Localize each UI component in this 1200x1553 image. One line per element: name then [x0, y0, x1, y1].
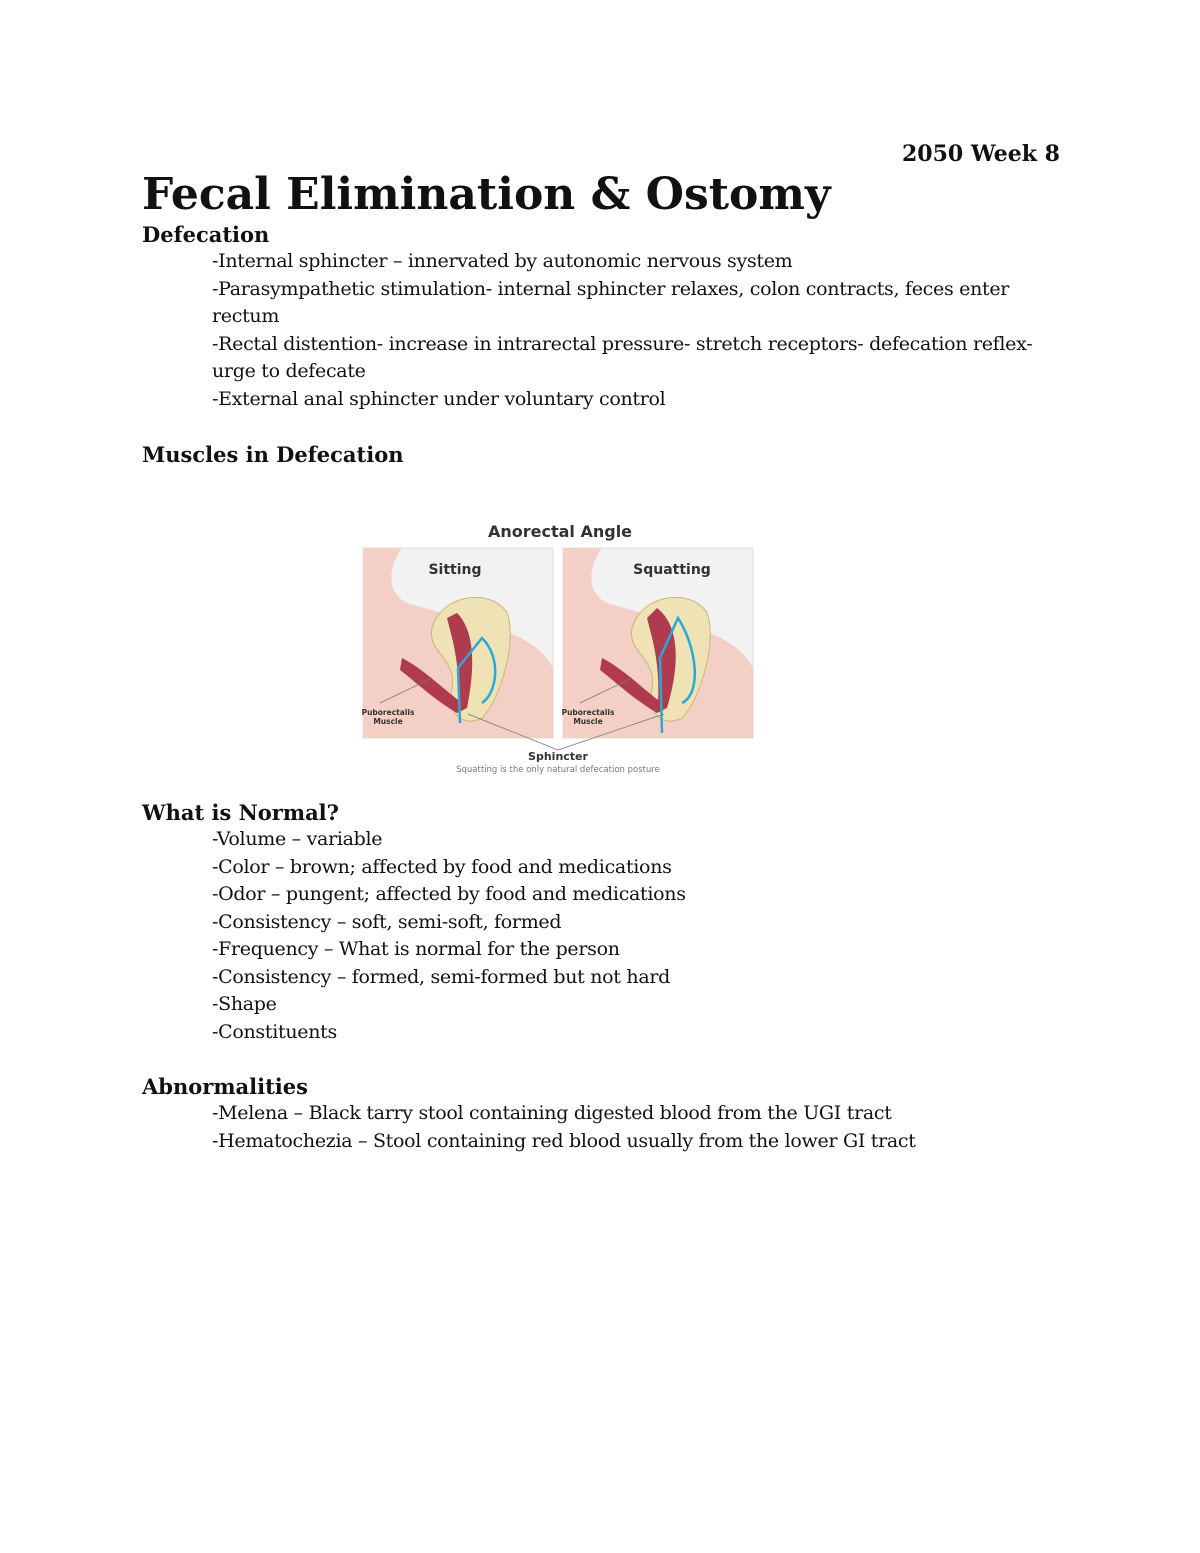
list-item: -Color – brown; affected by food and medications: [212, 855, 672, 878]
page-title: Fecal Elimination & Ostomy: [142, 169, 831, 220]
abnormal-list: [142, 1100, 1057, 1155]
list-item: -Odor – pungent; affected by food and medications: [212, 883, 686, 905]
list-item: -Consistency – soft, semi-soft, formed: [212, 910, 562, 933]
panel-label-sitting: Sitting: [428, 562, 482, 578]
section-heading-abnormalities: Abnormalities: [142, 1074, 308, 1099]
list-item: -Hematochezia – Stool containing red blood usually from the lower GI tract: [212, 1129, 916, 1152]
section-muscles: [142, 441, 1057, 468]
list-item: -Melena – Black tarry stool containing digested blood from the UGI tract: [212, 1102, 892, 1124]
muscle-label-line1: Puborectalis: [561, 708, 615, 717]
muscle-label-line1: Puborectalis: [362, 708, 415, 717]
muscle-label-line2: Muscle: [373, 717, 403, 726]
anorectal-angle-figure: [362, 518, 754, 778]
panel-sitting: [362, 548, 553, 738]
panel-label-squatting: Squatting: [633, 562, 711, 578]
list-item: -Consistency – formed, semi-formed but not hard: [212, 965, 670, 988]
list-item: -Rectal distention- increase in intrarectal pressure- stretch receptors- defecation reflex- urge to defecate: [212, 332, 1033, 382]
list-item: -Shape: [212, 993, 277, 1015]
section-heading-normal: What is Normal?: [142, 800, 339, 825]
muscle-label-line2: Muscle: [573, 717, 603, 726]
section-normal: [142, 799, 1057, 1046]
list-item: -Internal sphincter – innervated by autonomic nervous system: [212, 250, 793, 272]
section-defecation: [142, 221, 1057, 413]
list-item: -Constituents: [212, 1020, 337, 1043]
week-label: 2050 Week 8: [901, 141, 1060, 167]
list-item: -Parasympathetic stimulation- internal sphincter relaxes, colon contracts, feces enter rectum: [212, 277, 1010, 327]
section-heading-muscles: Muscles in Defecation: [142, 442, 404, 467]
list-item: -External anal sphincter under voluntary control: [212, 387, 666, 410]
defecation-list: [142, 248, 1057, 413]
section-heading-defecation: Defecation: [142, 222, 270, 247]
section-abnormalities: [142, 1073, 1057, 1155]
sphincter-label: Sphincter: [528, 750, 588, 763]
normal-list: [142, 826, 1057, 1046]
figure-caption: Squatting is the only natural defecation posture: [456, 765, 660, 775]
list-item: -Volume – variable: [212, 828, 383, 850]
list-item: -Frequency – What is normal for the person: [212, 938, 620, 960]
figure-title: Anorectal Angle: [487, 522, 633, 541]
panel-squatting: [562, 548, 753, 738]
